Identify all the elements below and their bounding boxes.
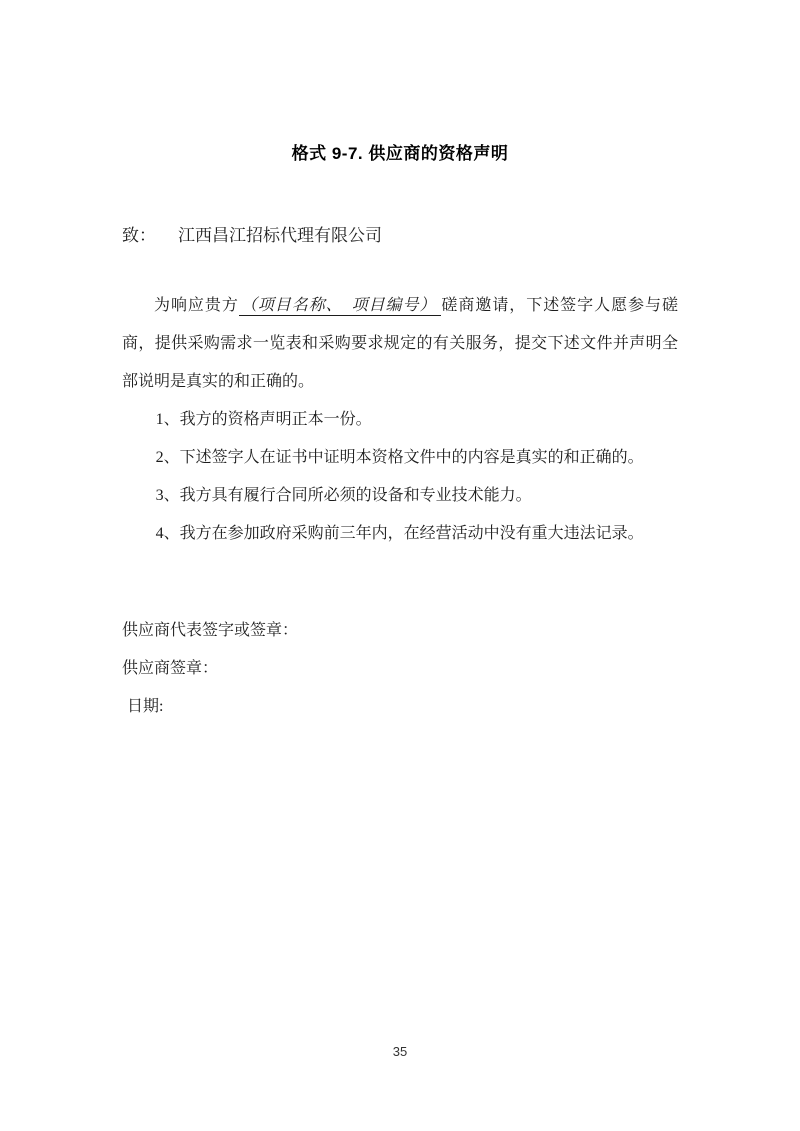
intro-paragraph-rest: 磋商邀请，下述签字人愿参与磋商，提供采购需求一览表和采购要求规定的有关服务，提交下述文件并声明全部说明是真实的和正确的。 [122, 297, 678, 390]
page-title: 格式 9-7. 供应商的资格声明 [291, 144, 509, 163]
signature-line-date: 日期: [127, 698, 164, 715]
addressee-label: 致： [122, 226, 156, 245]
addressee-line [122, 225, 678, 246]
declaration-item-2: 2、下述签字人在证书中证明本资格文件中的内容是真实的和正确的。 [155, 449, 644, 466]
declaration-item-1: 1、我方的资格声明正本一份。 [155, 411, 372, 428]
intro-paragraph [122, 287, 678, 401]
signature-line-representative: 供应商代表签字或签章： [122, 622, 299, 639]
intro-paragraph-lead: 为响应贵方 [154, 297, 239, 314]
addressee-company-name: 江西昌江招标代理有限公司 [178, 226, 382, 245]
signature-block [122, 612, 678, 726]
project-name-number-blank: （项目名称、 项目编号） [239, 297, 442, 316]
page-number: 35 [392, 1044, 408, 1059]
signature-line-supplier-seal: 供应商签章： [122, 660, 219, 677]
declaration-item-4: 4、我方在参加政府采购前三年内，在经营活动中没有重大违法记录。 [155, 525, 644, 542]
declaration-item-3: 3、我方具有履行合同所必须的设备和专业技术能力。 [155, 487, 532, 504]
